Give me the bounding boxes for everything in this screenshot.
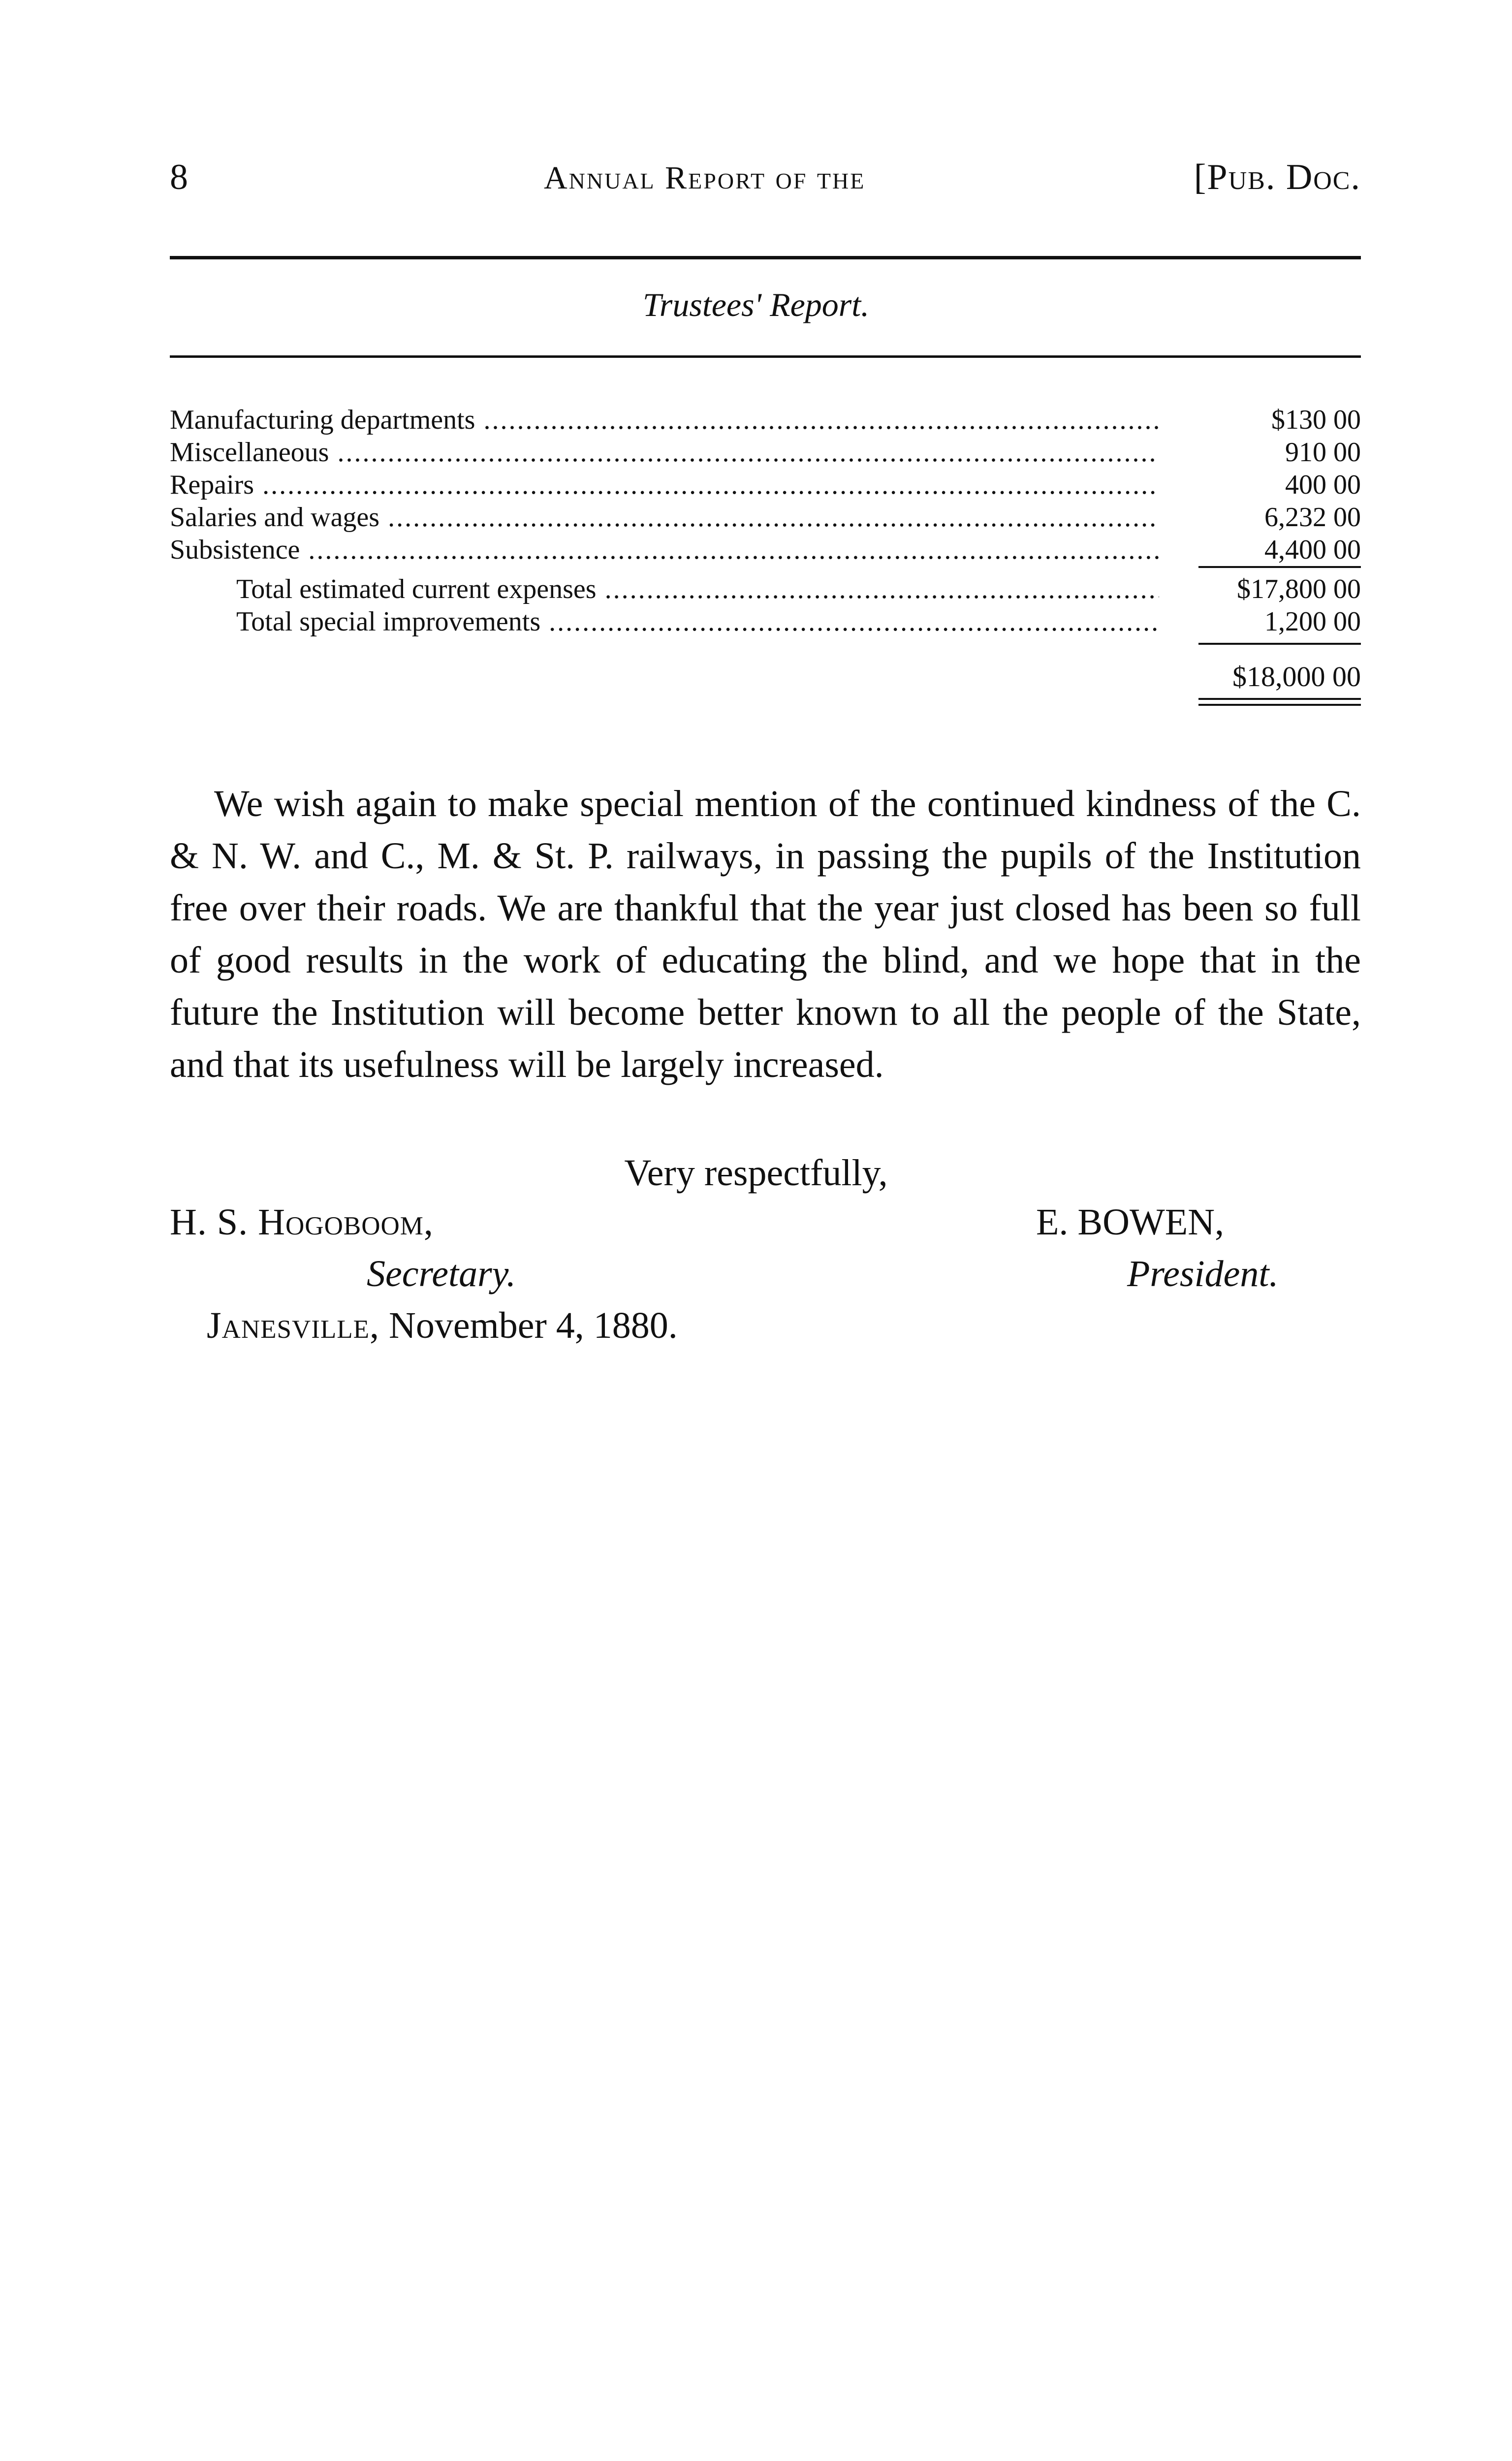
closing-salutation: Very respectfully, (624, 1152, 888, 1194)
expense-amount: 910 00 (1285, 437, 1361, 468)
expense-table (170, 404, 1361, 709)
president-title: President. (1127, 1253, 1279, 1294)
president-signature (1036, 1201, 1279, 1294)
body-paragraph: We wish again to make special mention of the continued kindness of the C. & N. W. and C., M. & St. P. railways, in passing the pupils of the Institution free over their roads. We are thankful that the year just closed has been so full of good results in the work of educating the blind, and we hope that in the future the Institution will become better known to all the people of the State, and that its usefulness will be largely increased. (170, 783, 1361, 1085)
grand-total-row (170, 650, 1361, 694)
president-name: E. BOWEN, (1036, 1201, 1225, 1243)
expense-row (170, 469, 1361, 501)
expense-row (170, 534, 1361, 566)
expense-label: Miscellaneous ..... (170, 436, 1159, 469)
rule-line (1198, 698, 1361, 700)
expense-amount: 4,400 00 (1264, 535, 1361, 565)
expense-label: Subsistence ..... (170, 534, 1159, 566)
secretary-name: H. S. Hogoboom, (170, 1201, 434, 1243)
page-number: 8 (170, 157, 188, 197)
total-rule (170, 643, 1361, 650)
expense-amount: $130 00 (1271, 405, 1361, 435)
subtotal-label: Total estimated current expenses ..... (236, 573, 1159, 605)
running-title: Annual Report of the (544, 160, 866, 196)
subtotal-row (170, 573, 1361, 605)
subtotal-amount: 1,200 00 (1264, 606, 1361, 637)
expense-row (170, 436, 1361, 469)
subtotal-rule (170, 566, 1361, 573)
subtotal-row (170, 605, 1361, 638)
running-header (170, 157, 1361, 211)
document-series: [Pub. Doc. (1194, 157, 1361, 197)
section-rule (170, 355, 1361, 358)
subtotal-amount: $17,800 00 (1237, 574, 1361, 604)
expense-amount: 400 00 (1285, 470, 1361, 500)
expense-amount: 6,232 00 (1264, 502, 1361, 533)
rule-line (1198, 566, 1361, 568)
expense-label: Manufacturing departments ..... (170, 404, 1159, 436)
dateline-date: November 4, 1880. (389, 1305, 678, 1346)
rule-line (1198, 704, 1361, 706)
section-title: Trustees' Report. (642, 286, 870, 323)
expense-row (170, 404, 1361, 436)
rule-line (1198, 643, 1361, 645)
secretary-title: Secretary. (367, 1253, 516, 1294)
expense-label: Repairs ..... (170, 469, 1159, 501)
expense-row (170, 501, 1361, 534)
double-rule (170, 694, 1361, 709)
dateline (207, 1304, 678, 1347)
expense-label: Salaries and wages ..... (170, 501, 1159, 534)
grand-total-amount: $18,000 00 (1232, 661, 1361, 693)
secretary-signature (170, 1201, 516, 1294)
dateline-place: Janesville, (207, 1305, 380, 1346)
header-rule (170, 256, 1361, 259)
subtotal-label: Total special improvements ..... (236, 605, 1159, 638)
